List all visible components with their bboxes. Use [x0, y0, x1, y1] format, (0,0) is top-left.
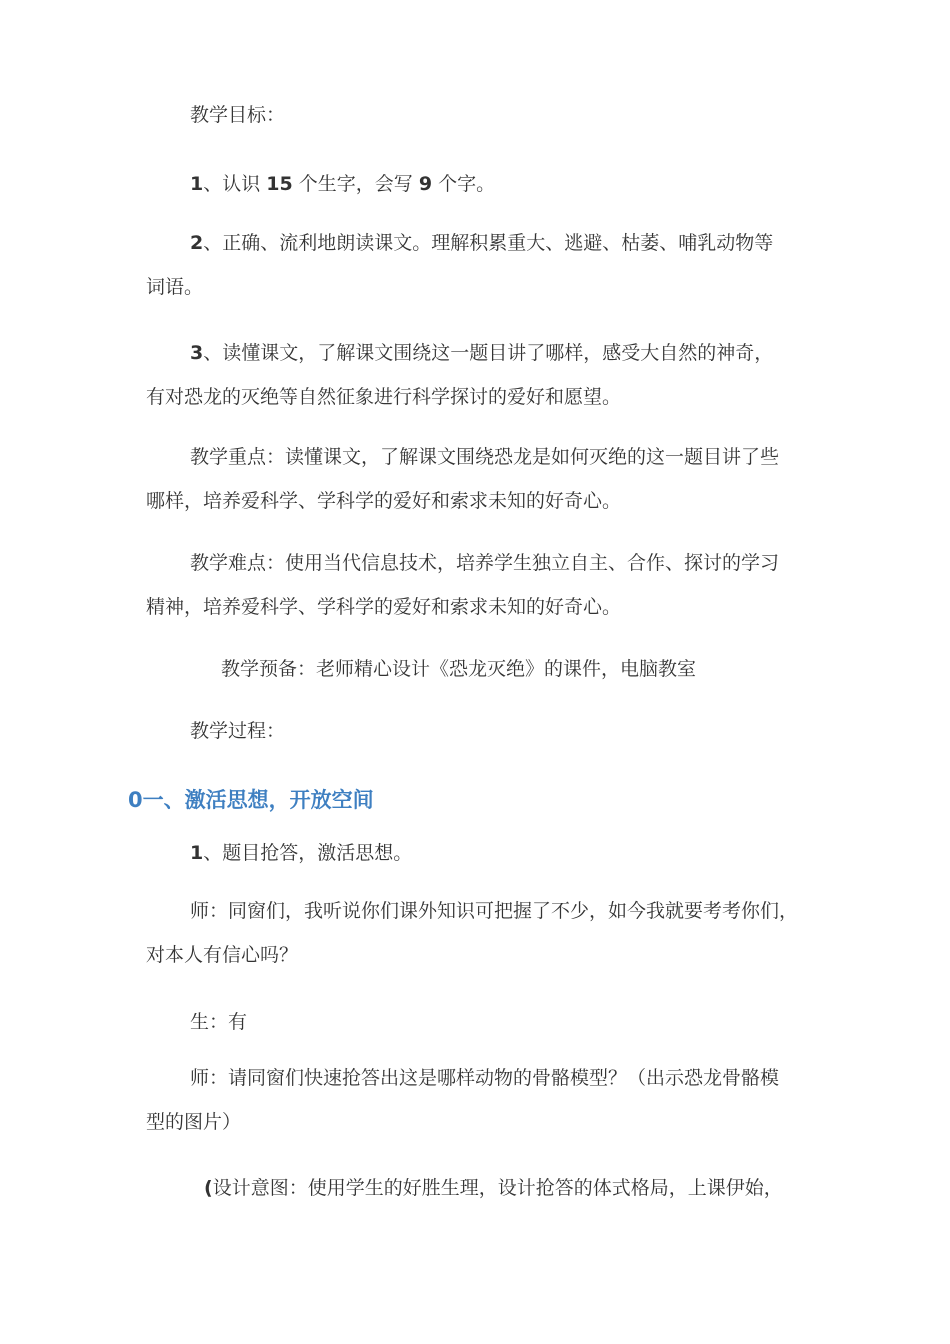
design-intent — [146, 1166, 826, 1210]
student-1-text: 生：有 — [190, 1011, 248, 1033]
student-1 — [146, 1000, 826, 1044]
objective-1-number-15: 15 — [266, 173, 293, 195]
teacher-2-line-1: 师：请同窗们快速抢答出这是哪样动物的骨骼模型？（出示恐龙骨骼模 — [190, 1067, 780, 1089]
key-points-line-2: 哪样，培养爱科学、学科学的爱好和索求未知的好奇心。 — [146, 490, 622, 512]
difficulties — [146, 541, 826, 629]
teacher-1-line-1: 师：同窗们，我听说你们课外知识可把握了不少，如今我就要考考你们， — [190, 900, 799, 922]
teacher-2 — [146, 1056, 826, 1144]
objective-3-number: 3 — [190, 342, 204, 364]
objectives-title-text: 教学目标： — [190, 104, 286, 126]
objective-1-number: 1 — [190, 173, 204, 195]
step-1-text: 、题目抢答，激活思想。 — [203, 842, 413, 864]
section-heading — [128, 785, 374, 815]
objective-1-text-e: 个字。 — [432, 173, 496, 195]
objective-2-line-2: 词语。 — [146, 276, 204, 298]
teacher-1 — [146, 889, 826, 977]
objective-2-line-1: 、正确、流利地朗读课文。理解积累重大、逃避、枯萎、哺乳动物等 — [203, 232, 774, 254]
step-1 — [146, 831, 826, 875]
objective-1-number-9: 9 — [418, 173, 433, 195]
objective-3 — [146, 331, 826, 419]
objective-2 — [146, 221, 826, 309]
objective-3-line-2: 有对恐龙的灭绝等自然征象进行科学探讨的爱好和愿望。 — [146, 386, 622, 408]
design-line-1: 设计意图：使用学生的好胜生理，设计抢答的体式格局，上课伊始， — [212, 1177, 783, 1199]
process-title — [146, 709, 826, 753]
objectives-title — [146, 93, 826, 137]
process-title-text: 教学过程： — [190, 720, 286, 742]
section-number: 0 — [128, 788, 143, 812]
key-points — [146, 435, 826, 523]
key-points-line-1: 教学重点：读懂课文，了解课文围绕恐龙是如何灭绝的这一题目讲了些 — [190, 446, 780, 468]
objective-1-text-a: 、认识 — [203, 173, 267, 195]
preparation — [146, 647, 826, 691]
difficulties-line-1: 教学难点：使用当代信息技术，培养学生独立自主、合作、探讨的学习 — [190, 552, 780, 574]
difficulties-line-2: 精神，培养爱科学、学科学的爱好和索求未知的好奇心。 — [146, 596, 622, 618]
teacher-1-line-2: 对本人有信心吗？ — [146, 944, 299, 966]
teacher-2-line-2: 型的图片） — [146, 1111, 242, 1133]
objective-1-text-c: 个生字，会写 — [292, 173, 419, 195]
step-1-number: 1 — [190, 842, 204, 864]
section-title: 一、激活思想，开放空间 — [142, 788, 374, 812]
objective-1 — [146, 162, 826, 206]
preparation-text: 教学预备：老师精心设计《恐龙灭绝》的课件，电脑教室 — [221, 658, 697, 680]
design-paren: ( — [204, 1177, 213, 1199]
objective-2-number: 2 — [190, 232, 204, 254]
objective-3-line-1: 、读懂课文，了解课文围绕这一题目讲了哪样，感受大自然的神奇， — [203, 342, 774, 364]
